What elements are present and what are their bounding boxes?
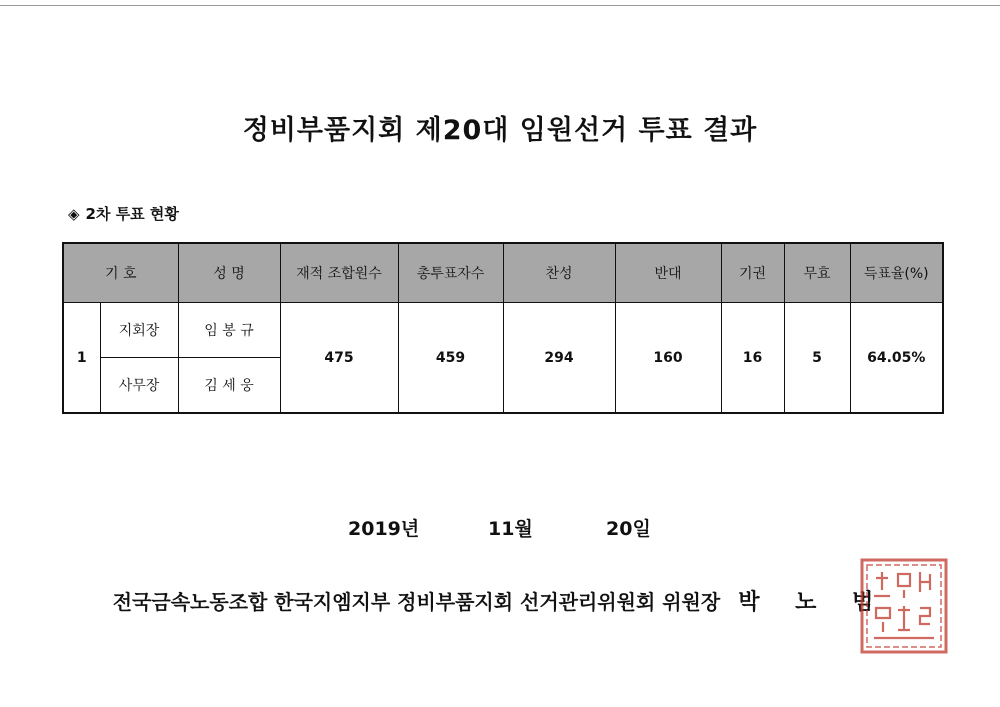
name-cell: 임 봉 규	[178, 303, 280, 358]
official-seal-icon	[858, 556, 950, 656]
table-row	[63, 303, 943, 358]
abstentions-cell: 16	[721, 303, 784, 414]
header-name: 성 명	[178, 243, 280, 303]
date-year: 2019년	[348, 518, 420, 540]
date-month: 11월	[488, 518, 533, 540]
document-title: 정비부품지회 제20대 임원선거 투표 결과	[242, 115, 758, 146]
header-invalid: 무효	[784, 243, 850, 303]
role-cell: 사무장	[100, 358, 178, 414]
scan-edge-line	[0, 5, 1000, 6]
candidate-number: 1	[63, 303, 100, 414]
section-title: 2차 투표 현황	[85, 205, 179, 223]
total-voters-cell: 459	[398, 303, 503, 414]
chairman-name: 박 노 범	[738, 590, 888, 615]
header-row	[63, 243, 943, 303]
header-number: 기 호	[63, 243, 178, 303]
vote-rate-cell: 64.05%	[850, 303, 943, 414]
header-total-voters: 총투표자수	[398, 243, 503, 303]
role-cell: 지회장	[100, 303, 178, 358]
organization-title: 전국금속노동조합 한국지엠지부 정비부품지회 선거관리위원회 위원장	[112, 590, 721, 614]
header-registered: 재적 조합원수	[280, 243, 398, 303]
section-heading	[68, 203, 179, 224]
header-abstain: 기권	[721, 243, 784, 303]
signature-line	[0, 585, 1000, 616]
header-no: 반대	[615, 243, 721, 303]
header-vote-rate: 득표율(%)	[850, 243, 943, 303]
name-cell: 김 세 웅	[178, 358, 280, 414]
no-votes-cell: 160	[615, 303, 721, 414]
invalid-votes-cell: 5	[784, 303, 850, 414]
results-table	[62, 242, 944, 414]
header-yes: 찬성	[503, 243, 615, 303]
registered-members-cell: 475	[280, 303, 398, 414]
yes-votes-cell: 294	[503, 303, 615, 414]
date-day: 20일	[606, 518, 651, 540]
diamond-bullet-icon: ◈	[68, 205, 80, 223]
